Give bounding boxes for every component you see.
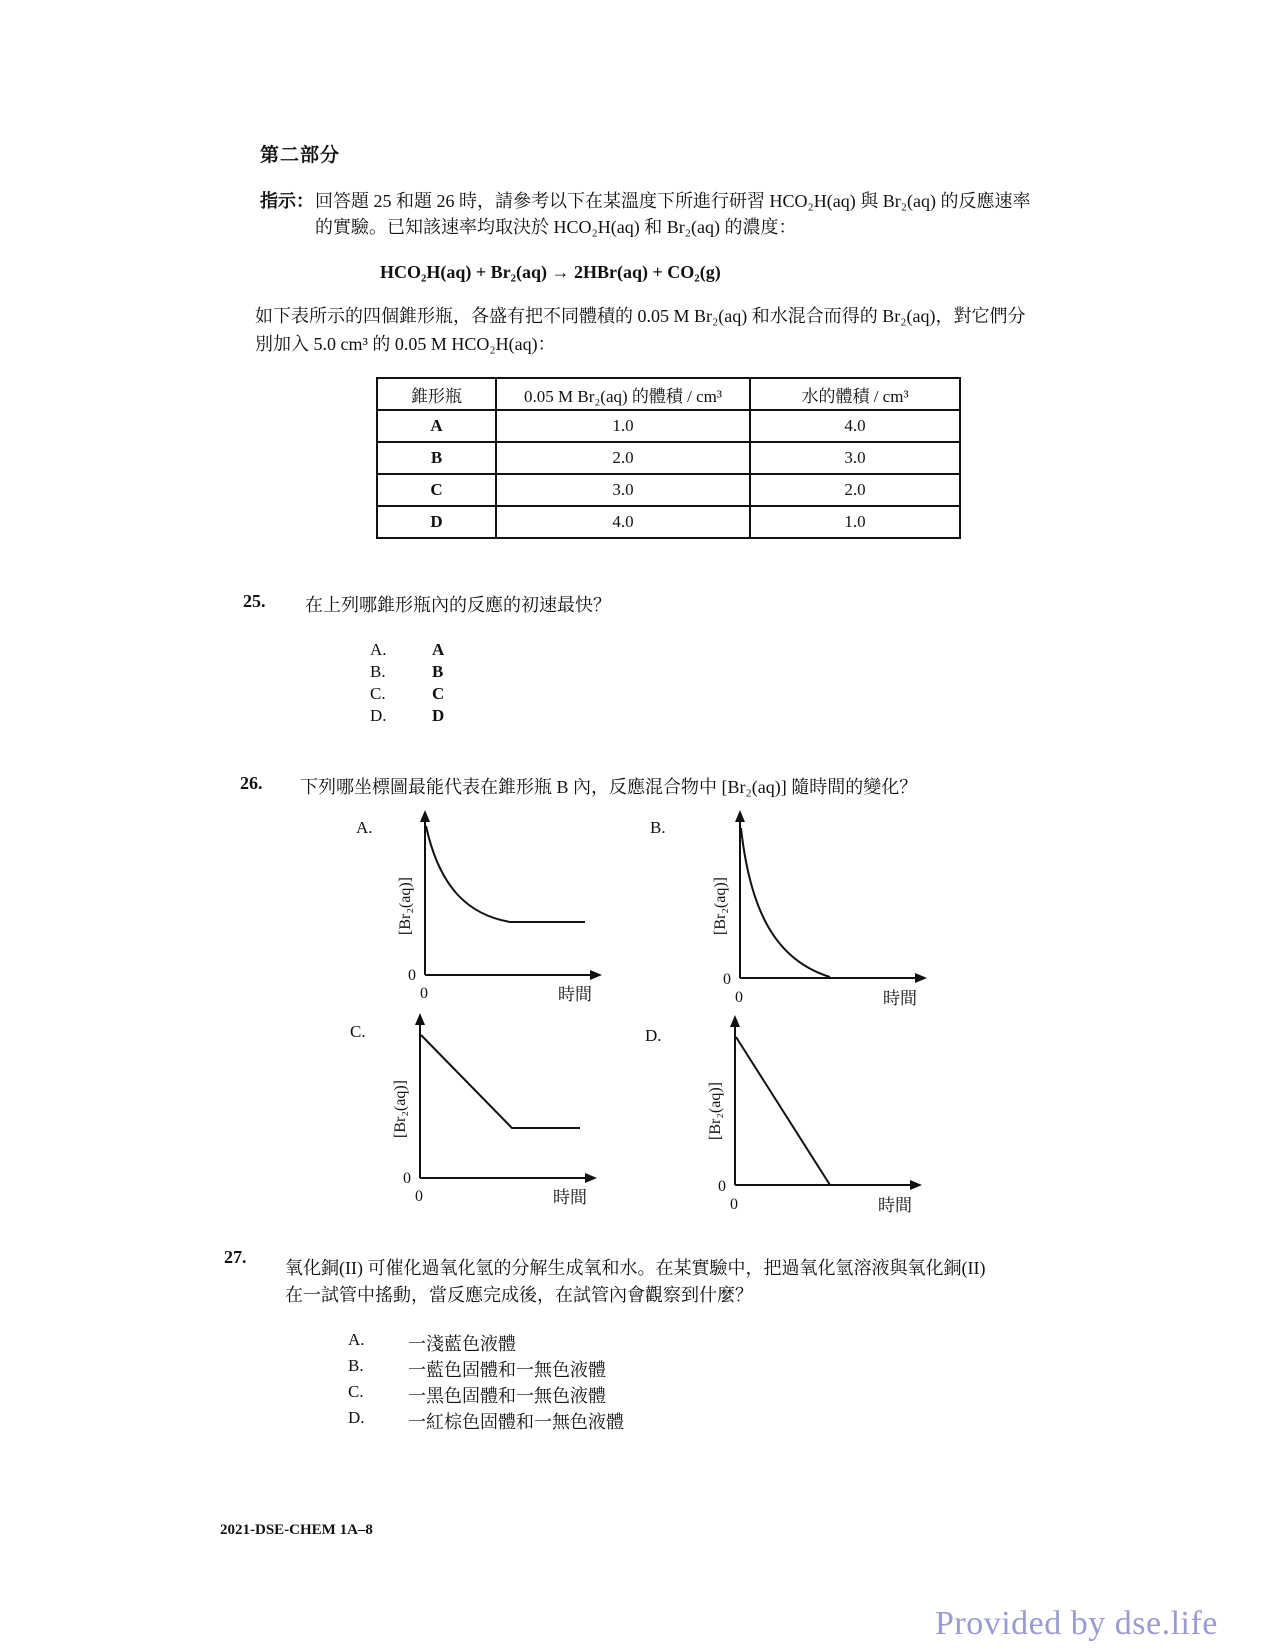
curve-exponential-zero <box>741 828 830 977</box>
y-axis-label: [Br₂(aq)] <box>397 877 414 935</box>
q27-option-letter: C. <box>348 1382 364 1401</box>
table-cell: 1.0 <box>496 410 750 442</box>
table-header-cell: 水的體積 / cm³ <box>750 378 960 410</box>
q27-option-text[interactable]: 一淺藍色液體 <box>408 1334 516 1354</box>
table-cell: C <box>377 474 496 506</box>
y-zero-label: 0 <box>718 1178 726 1195</box>
q27-number: 27. <box>224 1247 247 1267</box>
x-axis-label: 時間 <box>878 1196 912 1215</box>
line-linear-plateau <box>421 1035 580 1128</box>
q25-option-text[interactable]: B <box>432 662 444 681</box>
table-cell: 2.0 <box>750 474 960 506</box>
table-row <box>377 474 960 506</box>
table-cell: 3.0 <box>496 474 750 506</box>
table-cell: 3.0 <box>750 442 960 474</box>
table-header-row <box>377 378 960 410</box>
table-cell: D <box>377 506 496 538</box>
y-axis-arrowhead <box>730 1015 740 1027</box>
y-axis-arrowhead <box>420 810 430 822</box>
reaction-equation: HCO₂H(aq) + Br₂(aq) → 2HBr(aq) + CO₂(g) <box>380 262 721 282</box>
q25-option-letter: A. <box>370 640 387 659</box>
q27-option-letter: D. <box>348 1408 365 1427</box>
q25-option-letter: C. <box>370 684 386 703</box>
x-axis-arrowhead <box>585 1173 597 1183</box>
x-axis-label: 時間 <box>558 985 592 1004</box>
intro-line-1: 如下表所示的四個錐形瓶，各盛有把不同體積的 0.05 M Br₂(aq) 和水混合而得的 Br₂(aq)，對它們分 <box>255 306 1026 326</box>
y-zero-label: 0 <box>723 971 731 988</box>
q27-option-text[interactable]: 一紅棕色固體和一無色液體 <box>408 1412 624 1432</box>
instructions-line-1: 回答題 25 和題 26 時，請參考以下在某溫度下所進行研習 HCO₂H(aq) 與 Br₂(aq) 的反應速率 <box>315 191 1031 211</box>
y-axis-arrowhead <box>735 810 745 822</box>
q25-text: 在上列哪錐形瓶內的反應的初速最快？ <box>305 595 611 615</box>
table-row <box>377 506 960 538</box>
x-zero-label: 0 <box>415 1188 423 1205</box>
graph-a <box>380 810 610 1010</box>
q27-option-letter: A. <box>348 1330 365 1349</box>
x-axis-arrowhead <box>915 973 927 983</box>
graph-a-option-label[interactable]: A. <box>356 818 373 837</box>
table-cell: A <box>377 410 496 442</box>
x-zero-label: 0 <box>420 985 428 1002</box>
flask-table <box>376 377 961 539</box>
table-cell: 2.0 <box>496 442 750 474</box>
y-axis-label: [Br₂(aq)] <box>712 877 729 935</box>
page-footer: 2021-DSE-CHEM 1A–8 <box>220 1522 373 1538</box>
y-axis-label: [Br₂(aq)] <box>707 1082 724 1140</box>
x-axis-label: 時間 <box>553 1188 587 1207</box>
table-cell: 1.0 <box>750 506 960 538</box>
graph-b <box>695 810 935 1010</box>
y-zero-label: 0 <box>403 1170 411 1187</box>
table-cell: B <box>377 442 496 474</box>
q27-option-text[interactable]: 一黑色固體和一無色液體 <box>408 1386 606 1406</box>
line-linear-zero <box>736 1037 830 1185</box>
watermark-link[interactable]: Provided by dse.life <box>935 1605 1218 1642</box>
y-zero-label: 0 <box>408 967 416 984</box>
section-title: 第二部分 <box>260 145 341 166</box>
x-zero-label: 0 <box>735 989 743 1006</box>
table-header-cell: 0.05 M Br₂(aq) 的體積 / cm³ <box>496 378 750 410</box>
instructions-line-2: 的實驗。已知該速率均取決於 HCO₂H(aq) 和 Br₂(aq) 的濃度： <box>315 217 797 237</box>
instructions-label: 指示： <box>260 191 314 211</box>
graph-b-option-label[interactable]: B. <box>650 818 666 837</box>
q27-line-2: 在一試管中搖動，當反應完成後，在試管內會觀察到什麼？ <box>285 1285 753 1305</box>
table-cell: 4.0 <box>496 506 750 538</box>
y-axis-arrowhead <box>415 1013 425 1025</box>
x-zero-label: 0 <box>730 1196 738 1213</box>
table-header-cell: 錐形瓶 <box>377 378 496 410</box>
q26-number: 26. <box>240 773 263 793</box>
q27-option-letter: B. <box>348 1356 364 1375</box>
intro-line-2: 別加入 5.0 cm³ 的 0.05 M HCO₂H(aq)： <box>255 334 556 354</box>
y-axis-label: [Br₂(aq)] <box>392 1080 409 1138</box>
q27-line-1: 氧化銅(II) 可催化過氧化氫的分解生成氧和水。在某實驗中，把過氧化氫溶液與氧化銅(II) <box>285 1258 986 1278</box>
x-axis-arrowhead <box>910 1180 922 1190</box>
q25-option-text[interactable]: A <box>432 640 445 659</box>
graph-d <box>690 1015 930 1215</box>
x-axis-label: 時間 <box>883 989 917 1008</box>
curve-exponential-plateau <box>426 826 585 922</box>
table-row <box>377 410 960 442</box>
q25-option-text[interactable]: D <box>432 706 445 725</box>
x-axis-arrowhead <box>590 970 602 980</box>
graph-c-option-label[interactable]: C. <box>350 1022 366 1041</box>
table-row <box>377 442 960 474</box>
q26-text: 下列哪坐標圖最能代表在錐形瓶 B 內，反應混合物中 [Br₂(aq)] 隨時間的變化？ <box>300 777 918 797</box>
q25-option-letter: B. <box>370 662 386 681</box>
graph-c <box>375 1013 605 1213</box>
q25-option-letter: D. <box>370 706 387 725</box>
q25-option-text[interactable]: C <box>432 684 445 703</box>
q27-option-text[interactable]: 一藍色固體和一無色液體 <box>408 1360 606 1380</box>
q25-number: 25. <box>243 591 266 611</box>
table-cell: 4.0 <box>750 410 960 442</box>
graph-d-option-label[interactable]: D. <box>645 1026 662 1045</box>
